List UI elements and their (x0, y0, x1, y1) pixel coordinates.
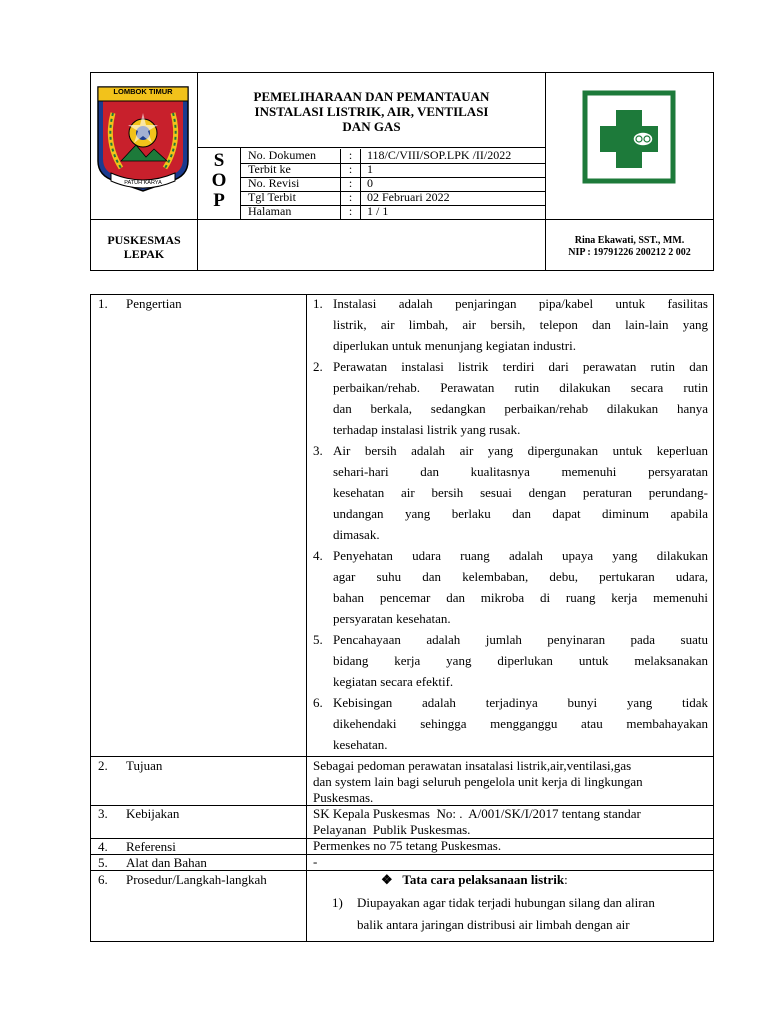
procedure-line: balik antara jaringan distribusi air limbah dengan air (357, 917, 630, 932)
definition-line: Perawatan instalasi listrik terdiri dari perawatan rutin dan (333, 359, 708, 374)
definition-line: kesehatan air bersih sesuai dengan peraturan perundang- (333, 485, 708, 500)
meta-colon: : (341, 177, 361, 191)
meta-value: 02 Februari 2022 (367, 190, 450, 204)
sop-content-table (90, 294, 714, 942)
definition-line: diperlukan untuk menunjang kegiatan industri. (333, 338, 576, 353)
meta-colon: : (341, 163, 361, 177)
definition-item-4 (313, 545, 708, 629)
procedure-title-text: Tata cara pelaksanaan listrik (402, 872, 565, 887)
kebijakan-text (313, 806, 707, 838)
definition-line: dimasak. (333, 527, 380, 542)
definition-line: sehari-hari dan kualitasnya memenuhi persyaratan (333, 464, 708, 479)
sop-letter-p: P (213, 190, 225, 211)
sop-header-table (90, 72, 714, 271)
meta-colon: : (341, 149, 361, 163)
definition-item-6 (313, 692, 708, 755)
row-number: 2. (98, 758, 108, 773)
definition-line: kegiatan secara efektif. (333, 674, 454, 689)
row-label-pengertian: Pengertian (126, 296, 182, 311)
text-line: Pelayanan Publik Puskesmas. (313, 822, 471, 837)
row-divider (91, 756, 713, 757)
definition-line: persyaratan kesehatan. (333, 611, 451, 626)
meta-label: Terbit ke (241, 163, 341, 177)
definition-line: Instalasi adalah penjaringan pipa/kabel untuk fasilitas (333, 296, 708, 311)
diamond-bullet-icon: ❖ (381, 872, 393, 887)
definition-line: Kebisingan adalah terjadinya bunyi yang tidak (333, 695, 708, 710)
definition-line: perbaikan/rehab. Perawatan rutin dilakukan secara rutin (333, 380, 708, 395)
definition-number: 6. (313, 695, 323, 710)
meta-label: Tgl Terbit (241, 191, 341, 205)
text-line: Puskesmas. (313, 790, 374, 805)
emblem-top-text: LOMBOK TIMUR (113, 87, 173, 96)
meta-colon: : (341, 191, 361, 205)
definition-number: 5. (313, 632, 323, 647)
signatory-name: Rina Ekawati, SST., MM. (574, 235, 685, 246)
definition-line: bidang kerja yang diperlukan untuk melaksanakan (333, 653, 708, 668)
definition-line: Penyehatan udara ruang adalah upaya yang dilakukan (333, 548, 708, 563)
referensi-text: Permenkes no 75 tetang Puskesmas. (313, 838, 502, 853)
meta-value: 0 (367, 176, 373, 190)
definition-line: Air bersih adalah air yang dipergunakan untuk keperluan (333, 443, 708, 458)
definition-line: agar suhu dan kelembaban, debu, pertukaran udara, (333, 569, 708, 584)
meta-row-halaman (241, 205, 546, 219)
text-line: dan system lain bagi seluruh pengelola unit kerja di lingkungan (313, 774, 643, 789)
sop-vertical-letters (198, 148, 241, 220)
definition-number: 4. (313, 548, 323, 563)
title-line-2: INSTALASI LISTRIK, AIR, VENTILASI (254, 104, 489, 119)
emblem-bottom-text: PATUH KARYA (124, 180, 162, 186)
document-title (198, 73, 546, 148)
tujuan-text (313, 758, 707, 806)
definition-number: 1. (313, 296, 323, 311)
column-divider (306, 295, 307, 941)
procedure-line: Diupayakan agar tidak terjadi hubungan silang dan aliran (357, 895, 655, 910)
procedure-title-colon: : (564, 872, 568, 887)
definition-number: 3. (313, 443, 323, 458)
definition-line: kesehatan. (333, 737, 388, 752)
definition-line: dikehendaki sehingga mengganggu atau membahayakan (333, 716, 708, 731)
org-line-1: PUSKESMAS (107, 233, 181, 247)
definition-line: undangan yang berlaku dan dapat diminum apabila (333, 506, 708, 521)
alat-dan-bahan-text: - (313, 854, 318, 869)
definition-item-5 (313, 629, 708, 692)
row-number: 5. (98, 855, 108, 870)
meta-colon: : (341, 205, 361, 219)
definition-line: listrik, air limbah, air bersih, telepon dan lain-lain yang (333, 317, 708, 332)
definition-number: 2. (313, 359, 323, 374)
document-meta-table (241, 148, 546, 220)
definition-item-1 (313, 293, 708, 356)
definition-item-3 (313, 440, 708, 545)
sop-letter-s: S (213, 150, 225, 171)
org-line-2: LEPAK (123, 247, 165, 261)
row-number: 6. (98, 872, 108, 887)
definition-line: Pencahayaan adalah jumlah penyinaran pada suatu (333, 632, 708, 647)
procedure-step-number: 1) (332, 895, 343, 910)
left-logo-cell (91, 73, 198, 220)
definition-line: bahan pencemar dan mikroba di ruang kerja memenuhi (333, 590, 708, 605)
signatory-block (546, 220, 713, 270)
row-number: 4. (98, 839, 108, 854)
procedure-heading (381, 872, 568, 888)
definition-item-2 (313, 356, 708, 440)
row-label-prosedur: Prosedur/Langkah-langkah (126, 872, 267, 887)
meta-label: No. Revisi (241, 177, 341, 191)
row-label-kebijakan: Kebijakan (126, 806, 180, 821)
signature-blank-cell (198, 220, 546, 270)
row-number: 3. (98, 806, 108, 821)
meta-value: 1 (367, 162, 373, 176)
title-line-3: DAN GAS (342, 119, 401, 134)
procedure-step-1 (332, 892, 707, 936)
text-line: SK Kepala Puskesmas No: . A/001/SK/I/2017 tentang standar (313, 806, 641, 821)
meta-value: 1 / 1 (367, 204, 389, 218)
meta-value: 118/C/VIII/SOP.LPK /II/2022 (367, 148, 512, 162)
row-number: 1. (98, 296, 108, 311)
lombok-timur-emblem-icon (91, 73, 198, 220)
definition-line: terhadap instalasi listrik yang rusak. (333, 422, 521, 437)
row-label-alat-dan-bahan: Alat dan Bahan (126, 855, 207, 870)
definition-line: dan berkala, sedangkan perbaikan/rehab dilakukan hanya (333, 401, 708, 416)
title-line-1: PEMELIHARAAN DAN PEMANTAUAN (253, 89, 490, 104)
row-label-referensi: Referensi (126, 839, 176, 854)
row-label-tujuan: Tujuan (126, 758, 163, 773)
meta-label: Halaman (241, 205, 341, 219)
right-logo-cell (546, 73, 713, 220)
organization-name (91, 220, 198, 270)
meta-label: No. Dokumen (241, 149, 341, 163)
sop-letter-o: O (211, 170, 227, 191)
signatory-nip: NIP : 19791226 200212 2 002 (568, 247, 691, 258)
text-line: Sebagai pedoman perawatan insatalasi listrik,air,ventilasi,gas (313, 758, 632, 773)
puskesmas-cross-icon (546, 73, 713, 220)
